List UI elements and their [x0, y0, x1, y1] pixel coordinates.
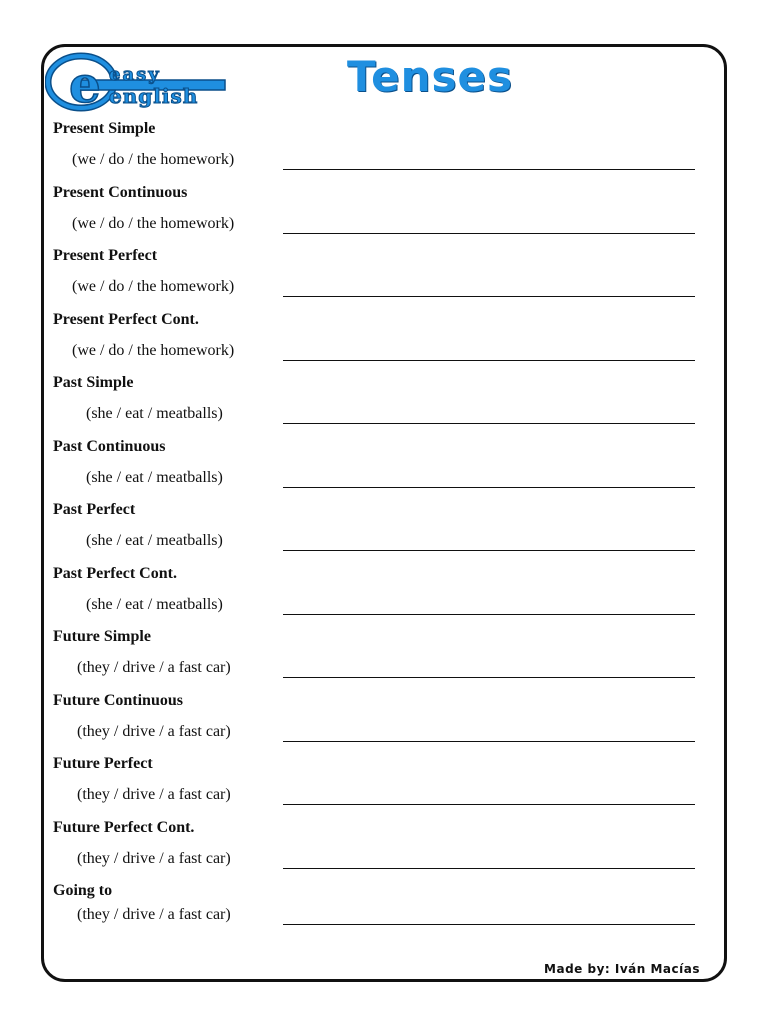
- sentence-prompt: (they / drive / a fast car): [77, 786, 231, 803]
- sentence-prompt: (they / drive / a fast car): [77, 906, 231, 923]
- exercise-item: [53, 813, 703, 877]
- svg-text:english: english: [109, 84, 199, 108]
- sentence-prompt: (we / do / the homework): [72, 278, 235, 295]
- answer-line[interactable]: [283, 741, 695, 742]
- sentence-prompt: (we / do / the homework): [72, 151, 235, 168]
- answer-line[interactable]: [283, 677, 695, 678]
- answer-line[interactable]: [283, 360, 695, 361]
- answer-line[interactable]: [283, 423, 695, 424]
- answer-line[interactable]: [283, 614, 695, 615]
- sentence-prompt: (they / drive / a fast car): [77, 849, 231, 867]
- tense-label: Present Perfect: [53, 247, 158, 264]
- exercise-item: [53, 559, 703, 623]
- exercise-item: [53, 432, 703, 496]
- tense-label: Future Simple: [53, 628, 151, 645]
- sentence-prompt: (she / eat / meatballs): [86, 405, 223, 422]
- exercise-item: [53, 622, 703, 686]
- answer-line[interactable]: [283, 924, 695, 925]
- tense-label: Past Perfect: [53, 501, 136, 518]
- tense-label: Future Continuous: [53, 691, 183, 709]
- svg-text:easy: easy: [109, 64, 161, 85]
- sentence-prompt: (she / eat / meatballs): [86, 595, 223, 613]
- sentence-prompt: (they / drive / a fast car): [77, 722, 231, 740]
- exercise-item: [53, 876, 703, 940]
- sentence-prompt: (she / eat / meatballs): [86, 532, 223, 549]
- exercise-list: [53, 114, 703, 940]
- exercise-item: [53, 241, 703, 305]
- answer-line[interactable]: [283, 868, 695, 869]
- sentence-prompt: (she / eat / meatballs): [86, 468, 223, 486]
- sentence-prompt: (we / do / the homework): [72, 214, 235, 232]
- exercise-item: [53, 114, 703, 178]
- sentence-prompt: (they / drive / a fast car): [77, 659, 231, 676]
- exercise-item: [53, 495, 703, 559]
- svg-text:e: e: [69, 55, 101, 114]
- exercise-item: [53, 749, 703, 813]
- answer-line[interactable]: [283, 169, 695, 170]
- exercise-item: [53, 686, 703, 750]
- page-title: Tenses: [347, 52, 513, 101]
- tense-label: Past Perfect Cont.: [53, 564, 177, 582]
- answer-line[interactable]: [283, 550, 695, 551]
- tense-label: Past Simple: [53, 374, 134, 391]
- sentence-prompt: (we / do / the homework): [72, 341, 235, 359]
- tense-label: Future Perfect Cont.: [53, 818, 195, 836]
- tense-label: Future Perfect: [53, 755, 153, 772]
- author-credit: Made by: Iván Macías: [544, 962, 700, 976]
- exercise-item: [53, 368, 703, 432]
- answer-line[interactable]: [283, 804, 695, 805]
- exercise-item: [53, 305, 703, 369]
- tense-label: Present Simple: [53, 120, 156, 137]
- tense-label: Going to: [53, 882, 113, 899]
- tense-label: Present Perfect Cont.: [53, 310, 199, 328]
- easy-english-logo: [45, 50, 230, 116]
- tense-label: Past Continuous: [53, 437, 166, 455]
- exercise-item: [53, 178, 703, 242]
- answer-line[interactable]: [283, 296, 695, 297]
- answer-line[interactable]: [283, 233, 695, 234]
- answer-line[interactable]: [283, 487, 695, 488]
- tense-label: Present Continuous: [53, 183, 188, 201]
